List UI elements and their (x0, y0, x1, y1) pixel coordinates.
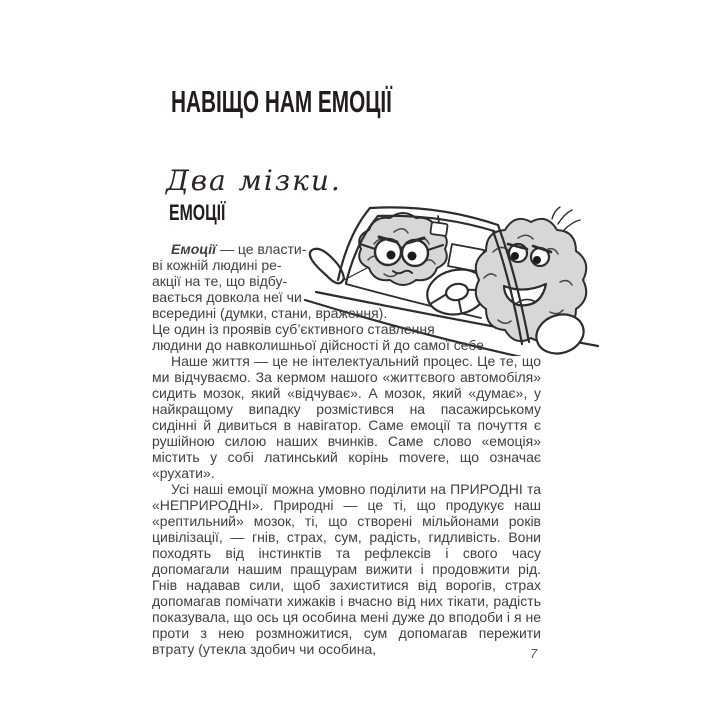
p1-line: людини до навколишньої дійсності й до самої себе. (152, 337, 488, 353)
p1-line: вається довкола неї чи (152, 289, 302, 305)
section-heading (169, 200, 247, 226)
paragraph-2: Наше життя — це не інтелектуальний процес. Це те, що ми відчуваємо. За кермом нашого «життєвого автомобіля» сидить мозок, який «відчуває». А мозок, який «думає», у найкращому випадку розмістився на пасажирському сидінні й дивиться в навігатор. Саме емоції та почуття є рушійною силою наших вчинків. Саме слово «емоція» містить у собі латинський корінь movere, що означає «рухати». (152, 353, 541, 481)
p1-line: акції на те, що відбу- (152, 273, 288, 289)
chapter-title-text: НАВІЩО НАМ ЕМОЦІЇ (171, 84, 392, 119)
p1-line: — це власти- (216, 241, 307, 257)
p1-line: Це один із проявів суб’єктивного ставлення (152, 321, 435, 337)
p1-line: всередині (думки, стани, враження). (152, 305, 388, 321)
paragraph-1 (152, 241, 541, 353)
hair-strokes (552, 207, 580, 230)
section-subtitle-script: Два мізки. (166, 164, 342, 197)
body-text (152, 241, 541, 657)
chapter-title (171, 84, 501, 120)
paragraph-3: Усі наші емоції можна умовно поділити на ПРИРОДНІ та «НЕПРИРОДНІ». Природні — це ті, що продукує наш «рептильний» мозок, ті, що створені мільйонами років цивілізації, — гнів, страх, сум, радість, гидливість. Вони походять від інстинктів та рефлексів і свого часу допомагали нашим пращурам вижити і продовжити рід. Гнів надавав сили, щоб захиститися від ворогів, страх допомагав помічати хижаків і вчасно від них тікати, радість показувала, що ось ця особина мені дуже до вподоби і я не проти з нею розмножитися, сум допомагав пережити втрату (утекла здобич чи особина, (152, 481, 541, 657)
p1-line: ві кожній людині ре- (152, 257, 282, 273)
paragraph-1-lead-word: Емоції (171, 241, 217, 257)
section-heading-text: ЕМОЦІЇ (169, 200, 226, 225)
page-number: 7 (530, 646, 538, 661)
